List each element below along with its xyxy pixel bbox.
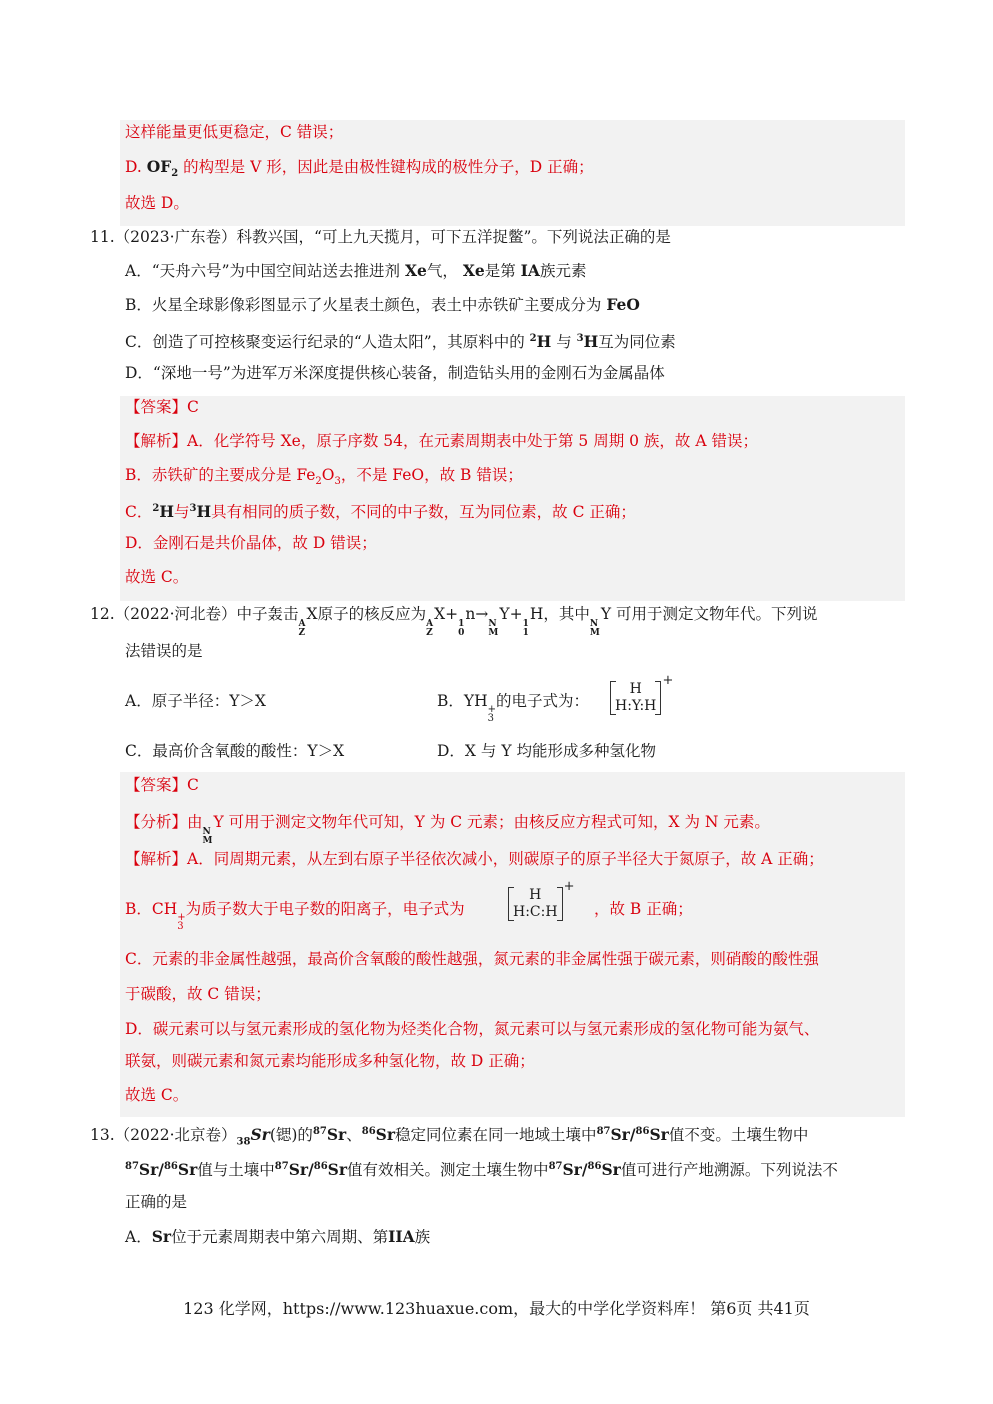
q12-explain-b-end: ，故 B 正确； [594,900,693,918]
q11-answer: 【答案】C [125,398,199,416]
q12-answer: 【答案】C [125,776,199,794]
q11-explain-b: B．赤铁矿的主要成分是 $Fe_2O_3$，不是 FeO，故 B 错误； [125,466,523,488]
q12-analysis: 【分析】由 N M Y 可用于测定文物年代可知，Y 为 C 元素；由核反应方程式可知，X 为 N 元素。 [125,813,770,846]
q10-conclusion: 故选 D。 [125,194,189,212]
q11-option-c: C．创造了可控核聚变运行纪录的“人造太阳”，其原料中的 $^2$H 与 $^3$H互为同位素 [125,332,676,352]
electron-formula-yh3: H H:Y:H + [606,681,665,715]
q12-option-d: D．X 与 Y 均能形成多种氢化物 [437,742,656,760]
q12-explain-d-cont: 联氨，则碳元素和氮元素均能形成多种氢化物，故 D 正确； [125,1052,535,1070]
q11-stem: 11.（2023·广东卷）科教兴国，“可上九天揽月，可下五洋捉鳖”。下列说法正确的是 [90,228,671,246]
q11-explain-a: 【解析】A．化学符号 Xe，原子序数 54，在元素周期表中处于第 5 周期 0 族，故 A 错误； [125,432,758,450]
electron-formula-ch3: H H:C:H + [504,887,567,921]
q12-stem: 12.（2022·河北卷）中子轰击 A Z X原子的核反应为 A Z X+ 1 0 n→ N M Y+ 1 1 H，其中 N M Y 可用于测定文物年代。下列说 [90,605,818,638]
q11-option-d: D．“深地一号”为进军万米深度提供核心装备，制造钻头用的金刚石为金属晶体 [125,364,665,382]
q13-stem-end: 正确的是 [125,1193,188,1211]
q12-explain-d: D．碳元素可以与氢元素形成的氢化物为烃类化合物，氮元素可以与氢元素形成的氢化物可能为氨气、 [125,1020,820,1038]
q12-stem-cont: 法错误的是 [125,642,203,660]
q12-explain-c: C．元素的非金属性越强，最高价含氧酸的酸性越强，氮元素的非金属性强于碳元素，则硝酸的酸性强 [125,950,819,968]
q12-explain-c-cont: 于碳酸，故 C 错误； [125,985,271,1003]
q13-stem-cont: $^{87}$Sr/$^{86}$Sr值与土壤中$^{87}$Sr/$^{86}$Sr值有效相关。测定土壤生物中$^{87}$Sr/$^{86}$Sr值可进行产地溯源。下列说法不 [125,1160,838,1180]
q11-explain-d: D．金刚石是共价晶体，故 D 错误； [125,534,377,552]
q12-conclusion: 故选 C。 [125,1086,189,1104]
q10-explanation-d: D. $OF_2$ 的构型是 V 形，因此是由极性键构成的极性分子，D 正确； [125,157,594,180]
q12-option-b: B．YH + 3 的电子式为： [437,692,590,724]
q11-option-b: B．火星全球影像彩图显示了火星表土颜色，表土中赤铁矿主要成分为 FeO [125,295,640,314]
page-footer: 123 化学网，https://www.123huaxue.com，最大的中学化学资料库！ 第6页 共41页 [183,1299,810,1318]
q11-explain-c: C．$^2$H与$^3$H具有相同的质子数，不同的中子数，互为同位素，故 C 正确； [125,502,636,522]
q10-explanation-line: 这样能量更低更稳定，C 错误； [125,123,344,141]
q12-option-a: A．原子半径：Y＞X [125,692,266,710]
q13-stem: 13.（2022·北京卷）$_{38}Sr$(锶)的$^{87}$Sr、$^{86}$Sr稳定同位素在同一地域土壤中$^{87}$Sr/$^{86}$Sr值不变。土壤生物中 [90,1125,809,1148]
q13-option-a: A．Sr位于元素周期表中第六周期、第IIA族 [125,1227,431,1246]
q11-option-a: A．“天舟六号”为中国空间站送去推进剂 Xe气， Xe是第 IA族元素 [125,261,587,280]
q11-conclusion: 故选 C。 [125,568,189,586]
q12-option-c: C．最高价含氧酸的酸性：Y＞X [125,742,345,760]
formula-of2: $OF_2$ [146,157,179,180]
q12-explain-b: B．CH + 3 为质子数大于电子数的阳离子，电子式为 [125,900,465,932]
q12-explain-a: 【解析】A．同周期元素，从左到右原子半径依次减小，则碳原子的原子半径大于氮原子，故 A 正确； [125,850,824,868]
